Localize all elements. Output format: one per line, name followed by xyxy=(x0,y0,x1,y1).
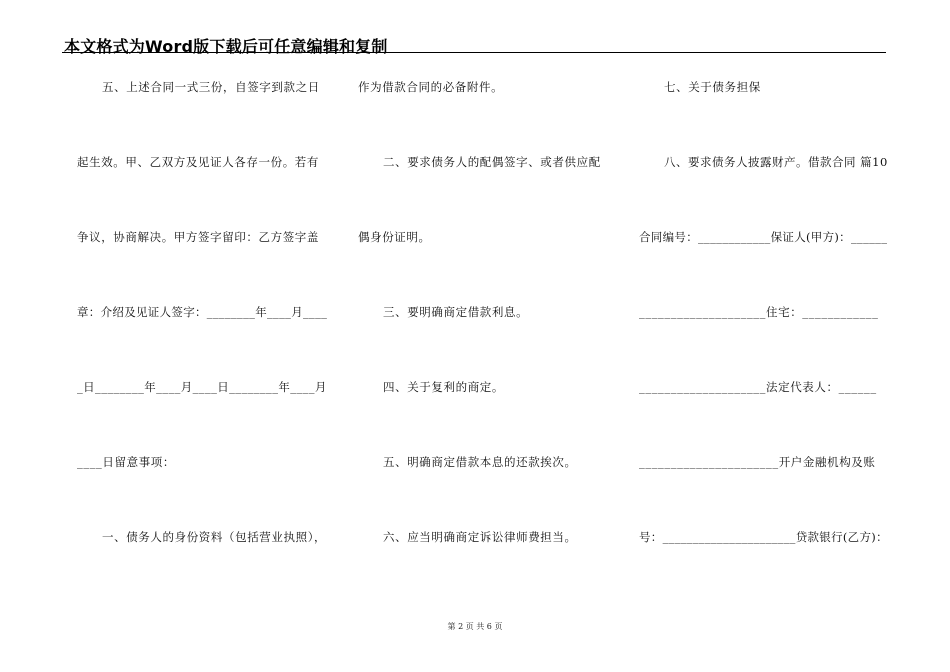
column-1-line-3: 争议，协商解决。甲方签字留印：乙方签字盖 xyxy=(77,230,319,244)
text-column-2 xyxy=(330,0,630,672)
column-1-line-6: ____日留意事项： xyxy=(77,455,175,469)
column-3-line-2: 八、要求债务人披露财产。借款合同 篇10 xyxy=(664,155,888,169)
column-2-line-7: 六、应当明确商定诉讼律师费担当。 xyxy=(383,530,577,544)
column-2-line-5: 四、关于复利的商定。 xyxy=(383,380,504,394)
column-1-line-2: 起生效。甲、乙双方及见证人各存一份。若有 xyxy=(77,155,319,169)
column-3-line-4: ____________________住宅：____________ xyxy=(639,305,879,319)
column-3-line-5: ____________________法定代表人：______ xyxy=(639,380,877,394)
column-2-line-1: 作为借款合同的必备附件。 xyxy=(358,80,504,94)
column-1-line-5: _日________年____月____日________年____月 xyxy=(77,380,327,394)
column-3-line-1: 七、关于债务担保 xyxy=(664,80,761,94)
column-2-line-3: 偶身份证明。 xyxy=(358,230,431,244)
column-3-line-7: 号：______________________贷款银行(乙方)： xyxy=(639,530,888,544)
column-1-line-7: 一、债务人的身份资料（包括营业执照）， xyxy=(102,530,327,544)
page-number: 第 2 页 共 6 页 xyxy=(447,622,503,631)
column-2-line-2: 二、要求债务人的配偶签字、或者供应配 xyxy=(383,155,601,169)
column-1-line-4: 章：介绍及见证人签字：________年____月____ xyxy=(77,305,328,319)
column-2-line-6: 五、明确商定借款本息的还款挨次。 xyxy=(383,455,577,469)
column-3-line-3: 合同编号：____________保证人(甲方)：______ xyxy=(639,230,888,244)
column-3-line-6: ______________________开户金融机构及账 xyxy=(639,455,876,469)
column-2-line-4: 三、要明确商定借款利息。 xyxy=(383,305,529,319)
text-column-3 xyxy=(630,0,890,672)
document-header-title: 本文格式为Word版下载后可任意编辑和复制 xyxy=(64,37,388,56)
text-column-1 xyxy=(0,0,330,672)
column-1-line-1: 五、上述合同一式三份，自签字到款之日 xyxy=(102,80,320,94)
